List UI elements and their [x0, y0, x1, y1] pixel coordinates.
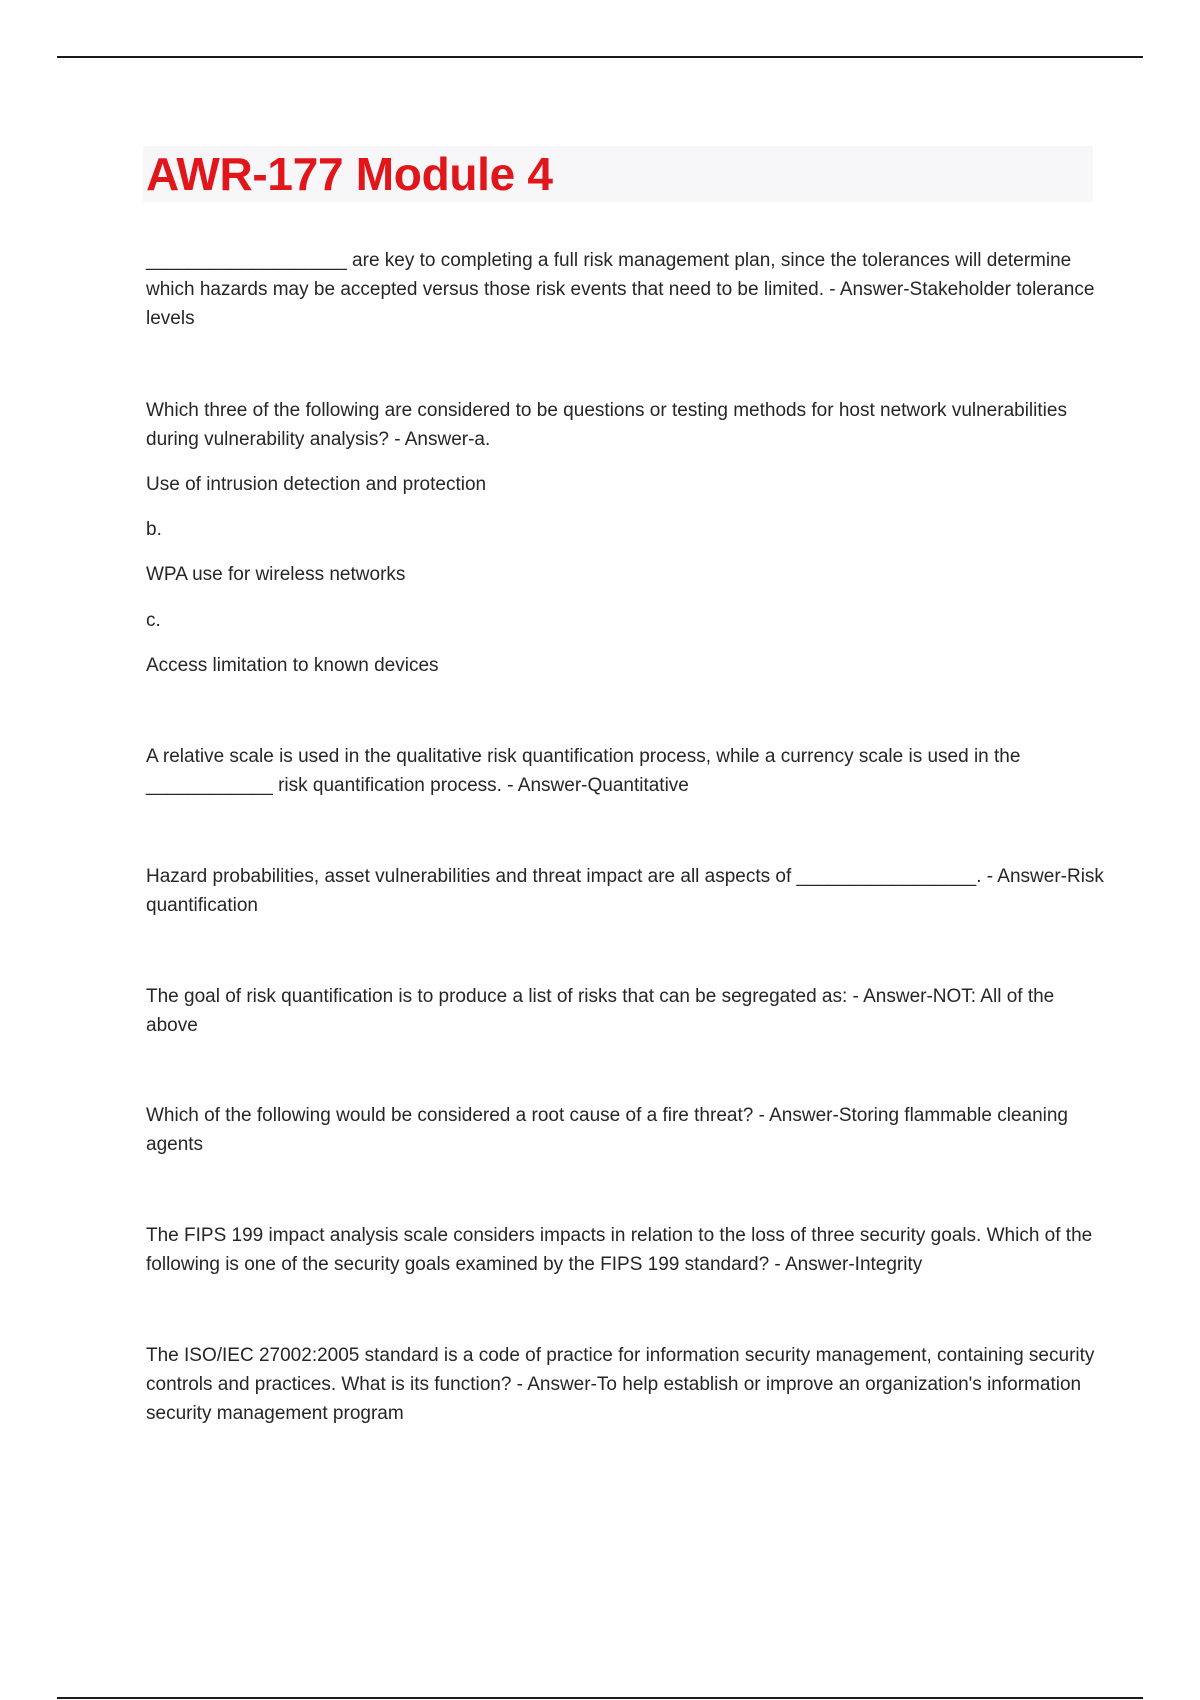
question-2: Which three of the following are considered to be questions or testing methods for host network vulnerabilities during vulnerability analysis? - Answer-a.	[146, 400, 1067, 450]
document-title: AWR-177 Module 4	[146, 148, 553, 200]
bottom-rule	[57, 1697, 1143, 1699]
question-2-option-b-letter: b.	[146, 519, 162, 540]
question-6: Which of the following would be considered a root cause of a fire threat? - Answer-Storing flammable cleaning agents	[146, 1105, 1068, 1155]
question-2-option-c: Access limitation to known devices	[146, 655, 439, 676]
question-1: ___________________ are key to completing a full risk management plan, since the tolerances will determine which hazards may be accepted versus those risk events that need to be limited. - Answer-Stakeholder tolerance levels	[146, 250, 1095, 329]
question-7: The FIPS 199 impact analysis scale considers impacts in relation to the loss of three security goals. Which of the following is one of the security goals examined by the FIPS 199 standard? - Answer-Integrity	[146, 1225, 1093, 1275]
question-8: The ISO/IEC 27002:2005 standard is a code of practice for information security management, containing security controls and practices. What is its function? - Answer-To help establish or improve an organization's information security management program	[146, 1345, 1095, 1424]
question-4: Hazard probabilities, asset vulnerabilities and threat impact are all aspects of _________________. - Answer-Risk quantification	[146, 866, 1104, 916]
top-rule	[57, 56, 1143, 58]
question-3: A relative scale is used in the qualitative risk quantification process, while a currency scale is used in the ____________ risk quantification process. - Answer-Quantitative	[146, 746, 1021, 796]
question-2-option-a: Use of intrusion detection and protection	[146, 474, 487, 495]
question-2-option-c-letter: c.	[146, 610, 161, 631]
question-2-option-b: WPA use for wireless networks	[146, 564, 406, 585]
question-5: The goal of risk quantification is to produce a list of risks that can be segregated as: - Answer-NOT: All of the above	[146, 986, 1055, 1036]
